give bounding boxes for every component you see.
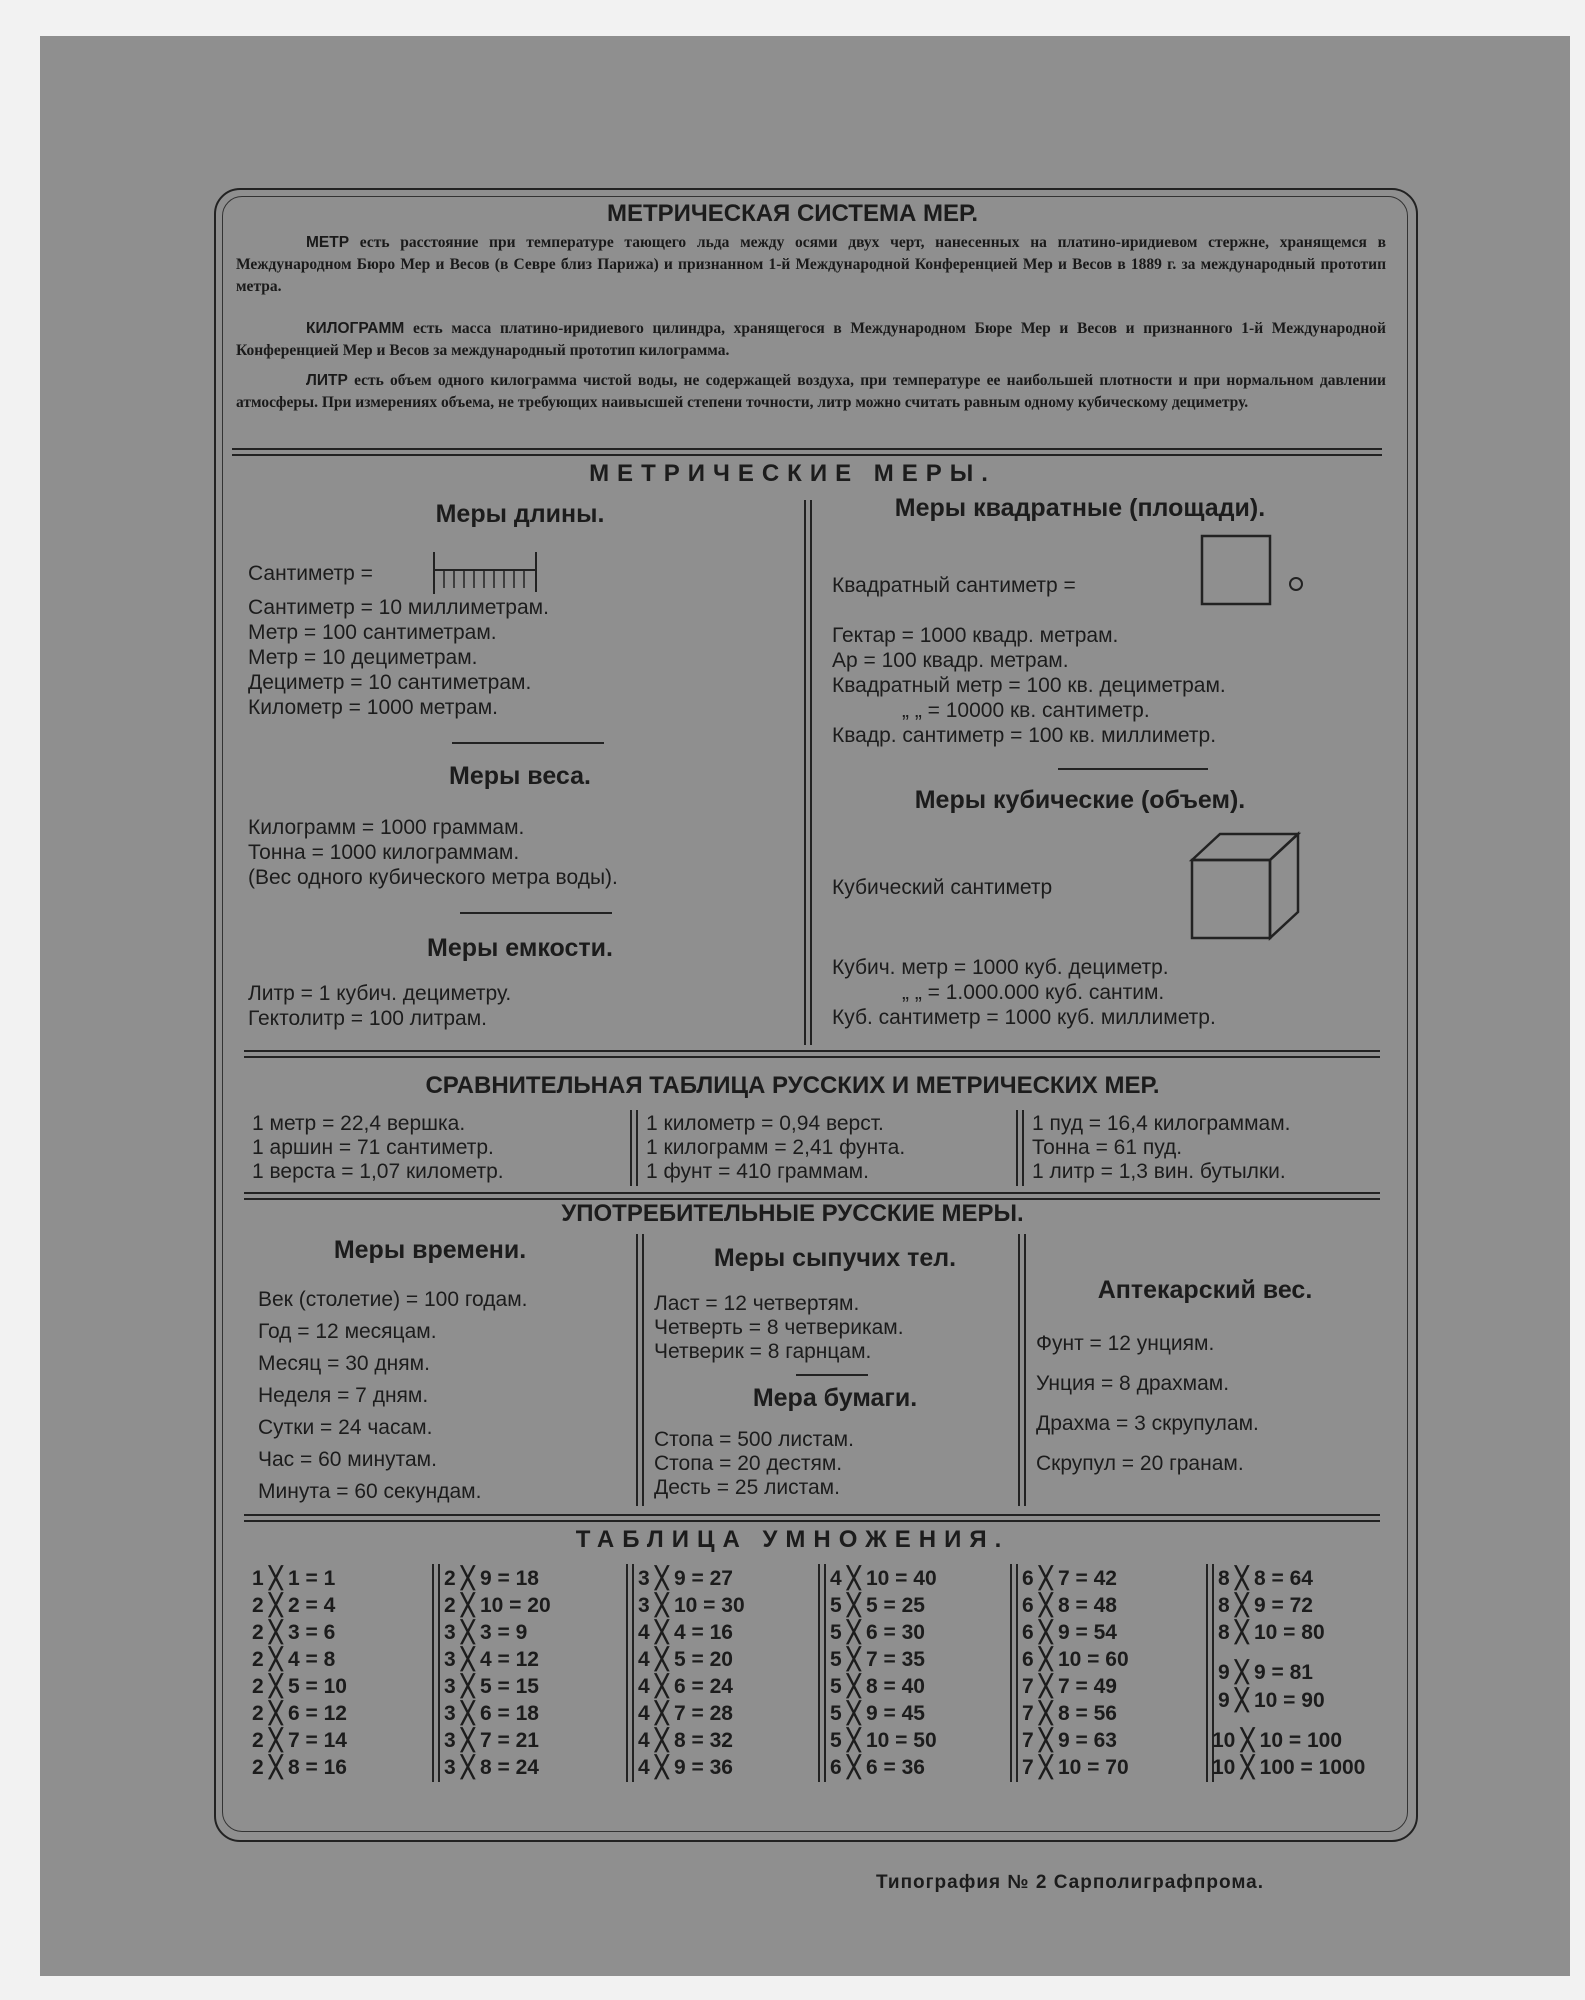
column-divider [630,1110,638,1186]
metric-measures-title: МЕТРИЧЕСКИЕ МЕРЫ. [589,460,996,487]
divider [244,1050,1380,1058]
mult-cell: 4 ╳ 6 = 24 [638,1675,733,1698]
mult-cell: 7 ╳ 8 = 56 [1022,1702,1117,1725]
printer-imprint: Типография № 2 Сарполиграфпрома. [876,1872,1264,1893]
cubic-heading: Меры кубические (объем). [914,786,1246,814]
paper-heading: Мера бумаги. [752,1384,918,1412]
length-line: Сантиметр = 10 миллиметрам. [248,596,549,619]
comparison-line: Тонна = 61 пуд. [1032,1136,1183,1159]
divider [1058,768,1208,770]
time-heading: Меры времени. [333,1236,527,1264]
apothecary-line: Скрупул = 20 гранам. [1036,1452,1244,1475]
comparison-line: 1 метр = 22,4 вершка. [252,1112,466,1135]
mult-cell: 3 ╳ 7 = 21 [444,1729,539,1752]
dry-line: Четверть = 8 четверикам. [654,1316,904,1339]
cubic-line: Куб. сантиметр = 1000 куб. миллиметр. [832,1006,1216,1029]
ruler-label: Сантиметр = [248,562,373,585]
weight-heading: Меры веса. [449,762,591,790]
divider [460,912,612,914]
mult-cell: 7 ╳ 7 = 49 [1022,1675,1117,1698]
mult-cell: 7 ╳ 10 = 70 [1022,1756,1129,1779]
square-line: Квадр. сантиметр = 100 кв. миллиметр. [832,724,1217,747]
mult-cell: 10 ╳ 10 = 100 [1212,1729,1342,1752]
text-litr: есть объем одного килограмма чистой воды, не содержащей воздуха, при температуре ее наибольшей плотности и при нормальном давлении атмосферы. При измерениях объема, не требующих наивысшей степени точности, литр можно считать равным одному кубическому дециметру. [236,372,1386,411]
time-line: Час = 60 минутам. [258,1448,437,1471]
term-metr: МЕТР [306,234,350,251]
length-line: Метр = 100 сантиметрам. [248,621,497,644]
mult-cell: 4 ╳ 10 = 40 [830,1567,937,1590]
apothecary-line: Драхма = 3 скрупулам. [1036,1412,1259,1435]
mult-cell: 2 ╳ 3 = 6 [252,1621,336,1644]
mult-cell: 4 ╳ 7 = 28 [638,1702,733,1725]
weight-line: Тонна = 1000 килограммам. [248,841,520,864]
mult-cell: 6 ╳ 8 = 48 [1022,1594,1117,1617]
mult-cell: 4 ╳ 8 = 32 [638,1729,733,1752]
mult-cell: 1 ╳ 1 = 1 [252,1567,336,1590]
mult-cell: 2 ╳ 6 = 12 [252,1702,347,1725]
metric-system-title: МЕТРИЧЕСКАЯ СИСТЕМА МЕР. [606,200,979,227]
square-cm-label: Квадратный сантиметр = [832,574,1076,597]
square-line: Квадратный метр = 100 кв. дециметрам. [832,674,1226,697]
square-centimeter-icon [1198,532,1308,612]
capacity-heading: Меры емкости. [427,934,613,962]
cubic-line: „ „ = 1.000.000 куб. сантим. [902,981,1165,1004]
mult-cell: 2 ╳ 5 = 10 [252,1675,347,1698]
mult-cell: 3 ╳ 8 = 24 [444,1756,539,1779]
paper-line: Стопа = 20 дестям. [654,1452,843,1475]
time-line: Сутки = 24 часам. [258,1416,433,1439]
mult-cell: 3 ╳ 9 = 27 [638,1567,733,1590]
square-line: Ар = 100 квадр. метрам. [832,649,1069,672]
time-line: Век (столетие) = 100 годам. [258,1288,528,1311]
column-divider [1018,1234,1026,1506]
time-line: Неделя = 7 дням. [258,1384,429,1407]
mult-cell: 5 ╳ 5 = 25 [830,1594,925,1617]
comparison-line: 1 верста = 1,07 километр. [252,1160,504,1183]
paper-line: Десть = 25 листам. [654,1476,840,1499]
mult-cell: 9 ╳ 10 = 90 [1218,1689,1325,1712]
mult-cell: 5 ╳ 10 = 50 [830,1729,937,1752]
cubic-cm-label: Кубический сантиметр [832,876,1053,899]
divider [232,448,1382,456]
mult-cell: 5 ╳ 6 = 30 [830,1621,925,1644]
paragraph-kilogram [236,318,1386,362]
mult-cell: 3 ╳ 4 = 12 [444,1648,539,1671]
multiplication-title: ТАБЛИЦА УМНОЖЕНИЯ. [575,1526,1010,1553]
centimeter-ruler-icon [432,548,542,596]
length-line: Метр = 10 дециметрам. [248,646,478,669]
comparison-line: 1 пуд = 16,4 килограммам. [1032,1112,1291,1135]
capacity-line: Литр = 1 кубич. дециметру. [248,982,512,1005]
dry-heading: Меры сыпучих тел. [713,1244,957,1272]
column-divider [626,1564,634,1782]
mult-cell: 2 ╳ 7 = 14 [252,1729,347,1752]
mult-cell: 5 ╳ 9 = 45 [830,1702,925,1725]
mult-cell: 6 ╳ 10 = 60 [1022,1648,1129,1671]
cubic-line: Кубич. метр = 1000 куб. дециметр. [832,956,1169,979]
mult-cell: 3 ╳ 6 = 18 [444,1702,539,1725]
capacity-line: Гектолитр = 100 литрам. [248,1007,487,1030]
apothecary-heading: Аптекарский вес. [1097,1276,1313,1304]
length-line: Дециметр = 10 сантиметрам. [248,671,532,694]
column-divider [804,500,812,1045]
weight-line: Килограмм = 1000 граммам. [248,816,525,839]
mult-cell: 2 ╳ 10 = 20 [444,1594,551,1617]
mult-cell: 8 ╳ 10 = 80 [1218,1621,1325,1644]
divider [244,1192,1380,1200]
text-kilogram: есть масса платино-иридиевого цилиндра, хранящегося в Международном Бюре Мер и Весов и признанного 1-й Международной Конференцией Мер и Весов за международный прототип килограмма. [236,320,1386,359]
comparison-line: 1 километр = 0,94 верст. [646,1112,884,1135]
mult-cell: 6 ╳ 7 = 42 [1022,1567,1117,1590]
mult-cell: 10 ╳ 100 = 1000 [1212,1756,1366,1779]
term-kilogram: КИЛОГРАММ [306,320,405,337]
square-line: Гектар = 1000 квадр. метрам. [832,624,1119,647]
length-heading: Меры длины. [435,500,605,528]
mult-cell: 3 ╳ 5 = 15 [444,1675,539,1698]
apothecary-line: Фунт = 12 унциям. [1036,1332,1215,1355]
paper-line: Стопа = 500 листам. [654,1428,854,1451]
column-divider [432,1564,440,1782]
mult-cell: 2 ╳ 8 = 16 [252,1756,347,1779]
mult-cell: 5 ╳ 7 = 35 [830,1648,925,1671]
term-litr: ЛИТР [306,372,348,389]
weight-line: (Вес одного кубического метра воды). [248,866,618,889]
mult-cell: 6 ╳ 6 = 36 [830,1756,925,1779]
time-line: Месяц = 30 дням. [258,1352,430,1375]
apothecary-line: Унция = 8 драхмам. [1036,1372,1230,1395]
comparison-line: 1 литр = 1,3 вин. бутылки. [1032,1160,1286,1183]
square-heading: Меры квадратные (площади). [894,494,1266,522]
mult-cell: 8 ╳ 8 = 64 [1218,1567,1313,1590]
divider [796,1374,868,1376]
comparison-line: 1 килограмм = 2,41 фунта. [646,1136,906,1159]
mult-cell: 2 ╳ 9 = 18 [444,1567,539,1590]
length-line: Километр = 1000 метрам. [248,696,499,719]
cubic-centimeter-icon [1186,826,1306,946]
comparison-line: 1 фунт = 410 граммам. [646,1160,869,1183]
mult-cell: 6 ╳ 9 = 54 [1022,1621,1117,1644]
comparison-line: 1 аршин = 71 сантиметр. [252,1136,494,1159]
mult-cell: 2 ╳ 4 = 8 [252,1648,336,1671]
mult-cell: 3 ╳ 3 = 9 [444,1621,528,1644]
divider [244,1514,1380,1522]
column-divider [636,1234,644,1506]
paragraph-litr [236,370,1386,414]
dry-line: Ласт = 12 четвертям. [654,1292,860,1315]
time-line: Минута = 60 секундам. [258,1480,482,1503]
comparison-title: СРАВНИТЕЛЬНАЯ ТАБЛИЦА РУССКИХ И МЕТРИЧЕСКИХ МЕР. [425,1072,1160,1099]
time-line: Год = 12 месяцам. [258,1320,437,1343]
column-divider [1016,1110,1024,1186]
russian-measures-title: УПОТРЕБИТЕЛЬНЫЕ РУССКИЕ МЕРЫ. [561,1200,1024,1227]
square-line: „ „ = 10000 кв. сантиметр. [902,699,1150,722]
column-divider [818,1564,826,1782]
column-divider [1010,1564,1018,1782]
mult-cell: 8 ╳ 9 = 72 [1218,1594,1313,1617]
dry-line: Четверик = 8 гарнцам. [654,1340,872,1363]
mult-cell: 4 ╳ 4 = 16 [638,1621,733,1644]
divider [452,742,604,744]
mult-cell: 5 ╳ 8 = 40 [830,1675,925,1698]
mult-cell: 2 ╳ 2 = 4 [252,1594,336,1617]
mult-cell: 3 ╳ 10 = 30 [638,1594,745,1617]
text-metr: есть расстояние при температуре тающего льда между осями двух черт, нанесенных на платино-иридиевом стержне, хранящемся в Международном Бюро Мер и Весов (в Севре близ Парижа) и признанном 1-й Международной Конференцией Мер и Весов в 1889 г. за международный прототип метра. [236,234,1386,295]
mult-cell: 7 ╳ 9 = 63 [1022,1729,1117,1752]
mult-cell: 4 ╳ 5 = 20 [638,1648,733,1671]
mult-cell: 4 ╳ 9 = 36 [638,1756,733,1779]
paragraph-metr [236,232,1386,298]
mult-cell: 9 ╳ 9 = 81 [1218,1661,1313,1684]
